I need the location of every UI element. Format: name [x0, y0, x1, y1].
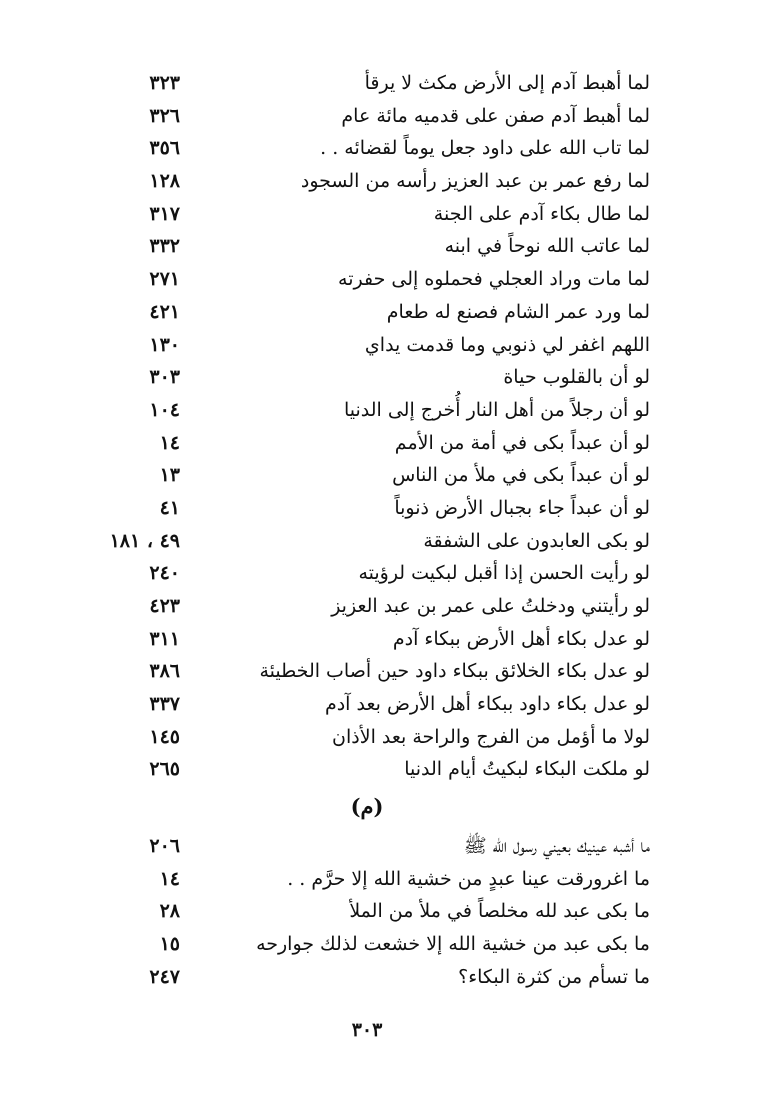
entry-page-ref: ٢٤٧	[149, 965, 180, 988]
entry-title: لو عدل بكاء أهل الأرض ببكاء آدم	[392, 627, 650, 650]
index-entry	[0, 361, 758, 394]
entry-title: ما تسأم من كثرة البكاء؟	[458, 965, 650, 988]
entry-title: ما بكى عبد من خشية الله إلا خشعت لذلك جوارحه	[256, 933, 650, 956]
index-entry	[0, 100, 758, 133]
entry-title: لو رأيت الحسن إذا أقبل لبكيت لرؤيته	[358, 562, 650, 585]
entry-page-ref: ١٣	[159, 464, 180, 487]
entry-page-ref: ٢٨	[159, 900, 180, 923]
entry-title: لو بكى العابدون على الشفقة	[423, 529, 650, 552]
entry-title: لو أن عبداً بكى في أمة من الأمم	[394, 431, 650, 454]
index-entry	[0, 590, 758, 623]
entry-title: لما أهبط آدم صفن على قدميه مائة عام	[341, 104, 650, 127]
entry-page-ref: ٣٨٦	[149, 660, 180, 683]
entry-title: لما تاب الله على داود جعل يوماً لقضائه . .	[320, 137, 650, 160]
entry-title: لما رفع عمر بن عبد العزيز رأسه من السجود	[300, 170, 650, 193]
index-entry	[0, 895, 758, 928]
page-number	[0, 1016, 758, 1044]
entry-page-ref: ٣١٧	[149, 202, 180, 225]
page-number-text: ٣٠٣	[351, 1019, 383, 1041]
index-entry	[0, 623, 758, 656]
index-entry	[0, 525, 758, 558]
entry-page-ref: ٤٢٣	[149, 595, 180, 617]
index-entry	[0, 721, 758, 754]
entry-page-ref: ١٤٥	[149, 725, 180, 748]
index-entry	[0, 459, 758, 492]
entry-title: لما عاتب الله نوحاً في ابنه	[444, 235, 650, 258]
index-entry	[0, 132, 758, 165]
index-entry	[0, 263, 758, 296]
entry-page-ref: ٣٣٢	[149, 235, 180, 258]
entry-page-ref: ٣٠٣	[149, 366, 180, 389]
entry-title: لو عدل بكاء الخلائق ببكاء داود حين أصاب الخطيئة	[259, 660, 650, 683]
index-entry	[0, 557, 758, 590]
entry-page-ref: ٣٢٣	[149, 72, 180, 94]
index-entry	[0, 928, 758, 961]
entry-page-ref: ٣٢٦	[149, 104, 180, 127]
entry-title: لو أن عبداً بكى في ملأ من الناس	[392, 464, 650, 487]
index-entry	[0, 961, 758, 994]
entry-page-ref: ٢٦٥	[149, 758, 180, 781]
entry-page-ref: ١٢٨	[149, 170, 180, 193]
index-entry	[0, 230, 758, 263]
index-entries-ma	[0, 830, 758, 993]
entry-page-ref: ٢٠٦	[149, 835, 180, 857]
entry-title: لو أن رجلاً من أهل النار أُخرج إلى الدنيا	[343, 398, 650, 421]
index-entry	[0, 655, 758, 688]
index-entry	[0, 830, 758, 863]
index-entry	[0, 329, 758, 362]
index-entry	[0, 863, 758, 896]
entry-title: لما طال بكاء آدم على الجنة	[433, 202, 650, 225]
index-entry	[0, 492, 758, 525]
index-entry	[0, 67, 758, 100]
entry-title: لما أهبط آدم إلى الأرض مكث لا يرقأ	[364, 72, 650, 94]
entry-page-ref: ١٠٤	[149, 398, 180, 421]
entry-page-ref: ٣١١	[149, 627, 180, 650]
entry-page-ref: ١٥	[159, 933, 180, 956]
entry-page-ref: ٢٧١	[149, 268, 180, 291]
index-entry	[0, 198, 758, 231]
entry-page-ref: ٤٩ ، ١٨١	[109, 529, 180, 552]
entry-title: لو رأيتني ودخلتُ على عمر بن عبد العزيز	[331, 595, 650, 617]
index-entry	[0, 165, 758, 198]
entry-title: لولا ما أؤمل من الفرج والراحة بعد الأذان	[332, 725, 650, 748]
entry-title: اللهم اغفر لي ذنوبي وما قدمت يداي	[364, 333, 650, 356]
entry-title: لو عدل بكاء داود ببكاء أهل الأرض بعد آدم	[324, 693, 650, 716]
entry-title: لو أن بالقلوب حياة	[503, 366, 650, 389]
index-entry	[0, 427, 758, 460]
entry-title: ما أشبه عينيك بعيني رسول الله ﷺ	[463, 835, 650, 857]
index-entries-lam-lo	[0, 67, 758, 786]
entry-page-ref: ٤١	[159, 496, 180, 519]
entry-page-ref: ١٤	[159, 431, 180, 454]
entry-title: ما بكى عبد لله مخلصاً في ملأ من الملأ	[349, 900, 650, 923]
section-heading-mim	[0, 792, 758, 822]
entry-page-ref: ٤٢١	[149, 300, 180, 323]
entry-page-ref: ٣٣٧	[149, 693, 180, 716]
entry-page-ref: ٣٥٦	[149, 137, 180, 160]
entry-title: لو ملكت البكاء لبكيتُ أيام الدنيا	[404, 758, 650, 781]
entry-page-ref: ١٤	[159, 867, 180, 890]
entry-title: ما اغرورقت عينا عبدٍ من خشية الله إلا حرَّم . .	[287, 867, 650, 890]
index-entry	[0, 688, 758, 721]
entry-page-ref: ١٣٠	[149, 333, 180, 356]
entry-title: لما ورد عمر الشام فصنع له طعام	[386, 300, 650, 323]
index-entry	[0, 296, 758, 329]
entry-title: لو أن عبداً جاء بجبال الأرض ذنوباً	[394, 496, 650, 519]
entry-page-ref: ٢٤٠	[149, 562, 180, 585]
section-heading-text: (م)	[350, 794, 384, 819]
entry-title: لما مات وراد العجلي فحملوه إلى حفرته	[338, 268, 650, 291]
index-entry	[0, 394, 758, 427]
index-entry	[0, 753, 758, 786]
